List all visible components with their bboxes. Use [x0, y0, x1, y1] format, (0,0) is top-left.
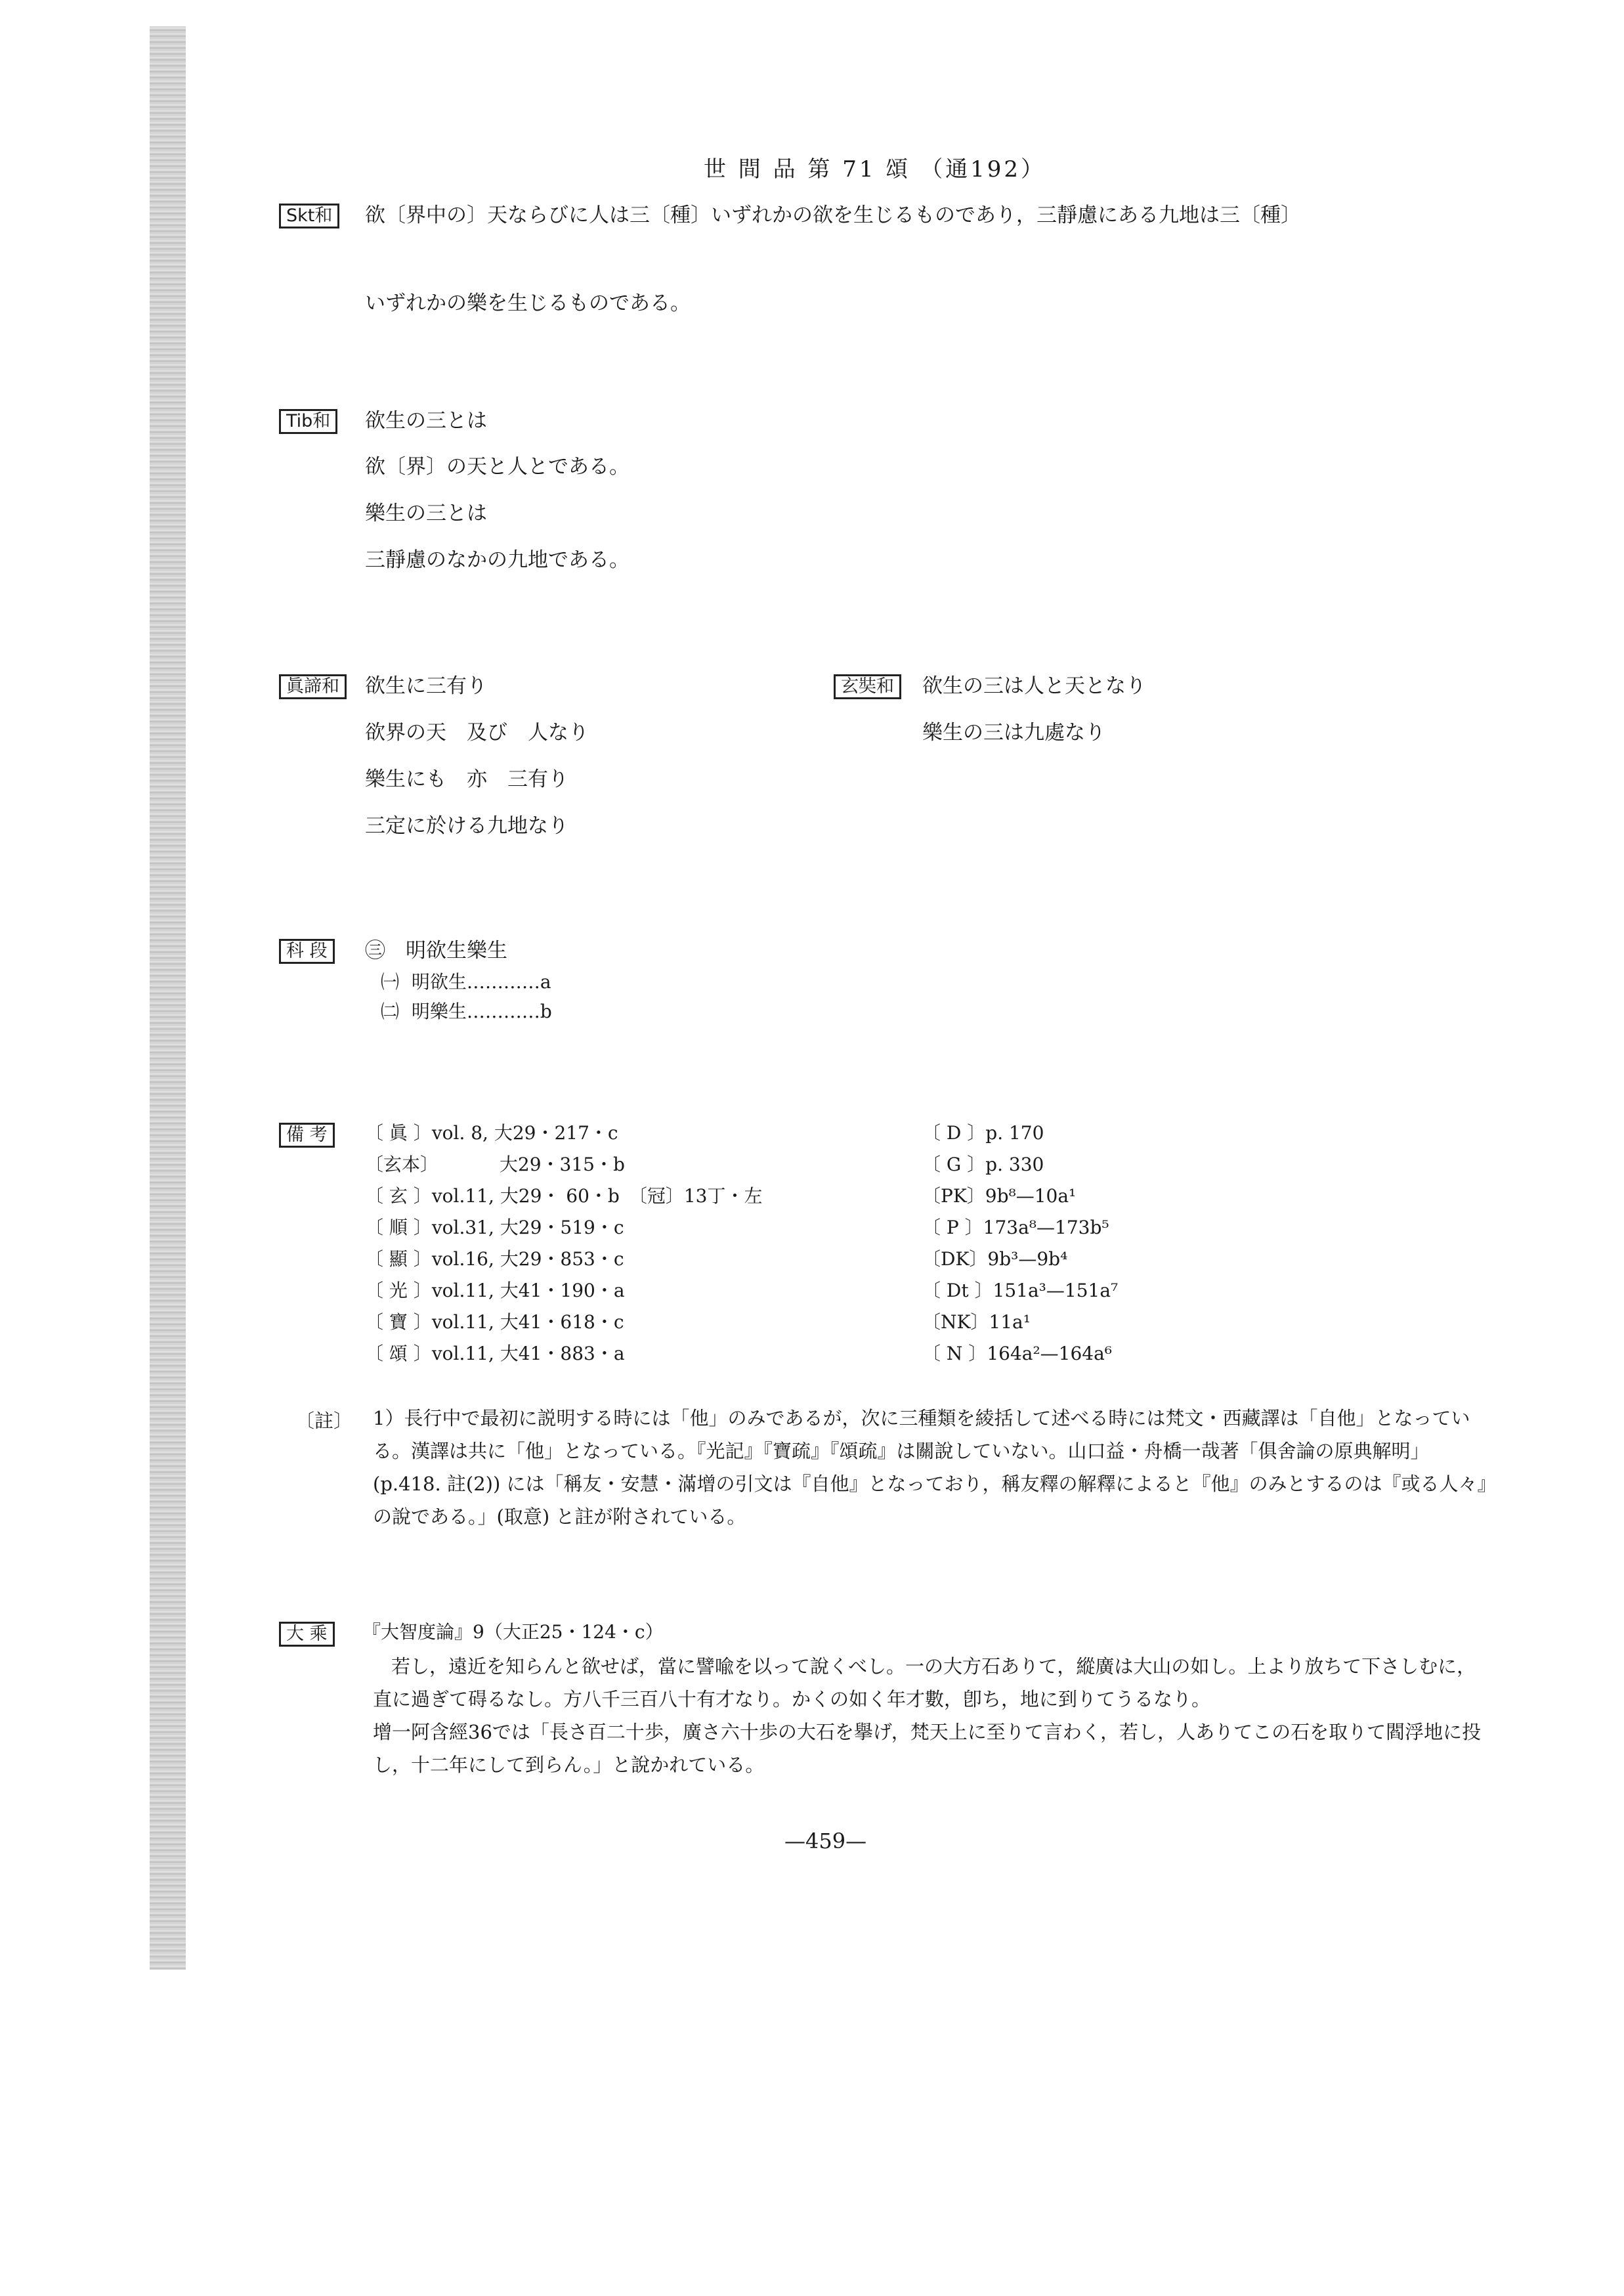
biko-left-key: 〔玄本〕 — [365, 1154, 439, 1175]
biko-right-value: 151a³—151a⁷ — [993, 1280, 1119, 1301]
page-header: 世 間 品 第 71 頌 （通192） — [704, 156, 1046, 183]
tib-line-1: 欲生の三とは — [365, 409, 487, 433]
biko-right-value: p. 330 — [985, 1154, 1044, 1175]
biko-right-value: 11a¹ — [989, 1311, 1031, 1333]
shintai-line-3: 樂生にも 亦 三有り — [365, 768, 568, 791]
biko-right-key: 〔NK〕 — [922, 1311, 989, 1333]
kadan-main: ㊂ 明欲生樂生 — [365, 939, 507, 963]
shintai-line-2: 欲界の天 及び 人なり — [365, 721, 589, 745]
kadan-item-2 — [381, 1000, 552, 1024]
biko-right-value: 9b³—9b⁴ — [987, 1248, 1068, 1270]
biko-right-row — [922, 1247, 1067, 1271]
biko-left-row — [365, 1342, 625, 1366]
biko-left-key: 〔 顯 〕 — [365, 1248, 432, 1270]
genjo-line-2: 樂生の三は九處なり — [922, 721, 1105, 745]
biko-right-key: 〔 Dt 〕 — [922, 1280, 993, 1301]
biko-right-key: 〔 N 〕 — [922, 1343, 987, 1364]
biko-right-value: 164a²—164a⁶ — [987, 1343, 1113, 1364]
biko-right-value: 173a⁸—173b⁵ — [983, 1217, 1109, 1238]
kadan-item-1-text: 明欲生…………a — [411, 971, 551, 993]
biko-left-value: vol.11, 大41・618・c — [431, 1311, 624, 1333]
tib-label: Tib和 — [279, 409, 337, 434]
biko-left-value: vol.11, 大29・ 60・b 〔冠〕13丁・左 — [431, 1185, 763, 1207]
biko-left-value: vol.16, 大29・853・c — [431, 1248, 624, 1270]
kadan-label: 科 段 — [279, 939, 335, 964]
biko-left-row — [365, 1216, 624, 1240]
biko-left-key: 〔 寶 〕 — [365, 1311, 432, 1333]
biko-right-key: 〔 P 〕 — [922, 1217, 983, 1238]
shintai-line-4: 三定に於ける九地なり — [365, 814, 568, 838]
biko-left-key: 〔 眞 〕 — [365, 1122, 432, 1144]
biko-left-row — [365, 1184, 763, 1208]
biko-left-key: 〔 頌 〕 — [365, 1343, 432, 1364]
biko-left-value: 大29・315・b — [438, 1154, 625, 1175]
biko-right-row — [922, 1216, 1109, 1240]
biko-right-value: p. 170 — [985, 1122, 1044, 1144]
biko-left-value: vol.11, 大41・190・a — [431, 1280, 625, 1301]
biko-right-row — [922, 1121, 1044, 1145]
biko-left-row — [365, 1153, 625, 1177]
genjo-line-1: 欲生の三は人と天となり — [922, 674, 1146, 698]
biko-left-key: 〔 玄 〕 — [365, 1185, 432, 1207]
biko-left-value: vol.11, 大41・883・a — [431, 1343, 625, 1364]
kadan-item-2-text: 明樂生…………b — [411, 1001, 552, 1022]
kadan-item-1-mark: ㈠ — [381, 971, 400, 993]
tib-line-4: 三靜慮のなかの九地である。 — [365, 548, 630, 572]
biko-left-row — [365, 1247, 624, 1271]
daijo-label: 大 乘 — [279, 1622, 335, 1647]
biko-right-row — [922, 1153, 1044, 1177]
biko-right-key: 〔 G 〕 — [922, 1154, 986, 1175]
biko-left-key: 〔 光 〕 — [365, 1280, 432, 1301]
biko-right-key: 〔DK〕 — [922, 1248, 988, 1270]
biko-right-row — [922, 1184, 1076, 1208]
biko-left-row — [365, 1279, 625, 1303]
kadan-item-2-mark: ㈡ — [381, 1001, 400, 1022]
chu-text: 1）長行中で最初に説明する時には「他」のみであるが，次に三種類を綾括して述べる時には梵文・西藏譯は「自他」となっている。漢譯は共に「他」となっている。『光記』『寶疏』『頌疏』は關說していない。山口益・舟橋一哉著「俱舍論の原典解明」(p.418. 註(2)) には「稱友・安慧・滿增の引文は『自他』となっており，稱友釋の解釋によると『他』のみとするのは『或る人々』の說である。」(取意) と註が附されている。 — [373, 1407, 1487, 1528]
daijo-para-2: 增一阿含經36では「長さ百二十歩，廣さ六十歩の大石を擧げ，梵天上に至りて言わく，若し，人ありてこの石を取りて閻浮地に投し，十二年にして到らん。」と說かれている。 — [373, 1721, 1482, 1776]
biko-left-value: vol.31, 大29・519・c — [431, 1217, 624, 1238]
biko-right-value: 9b⁸—10a¹ — [985, 1185, 1077, 1207]
skt-line-1: 欲〔界中の〕天ならびに人は三〔種〕いずれかの欲を生じるものであり，三靜慮にある九地は三〔種〕 — [365, 204, 1301, 227]
skt-label: Skt和 — [279, 204, 339, 228]
biko-label: 備 考 — [279, 1123, 335, 1148]
shintai-label: 眞諦和 — [279, 674, 347, 699]
genjo-label: 玄奘和 — [834, 674, 901, 699]
biko-right-row — [922, 1342, 1112, 1366]
skt-line-2: いずれかの樂を生じるものである。 — [365, 292, 691, 315]
daijo-para-1: 若し，遠近を知らんと欲せば，當に譬喩を以って說くべし。一の大方石ありて，縱廣は大山の如し。上より放ちて下さしむに，直に過ぎて碍るなし。方八千三百八十有才なり。かくの如く年才數，卽ち，地に到りてうるなり。 — [373, 1655, 1476, 1710]
kadan-item-1 — [381, 970, 551, 994]
biko-left-row — [365, 1121, 618, 1145]
biko-left-row — [365, 1310, 624, 1334]
biko-right-row — [922, 1279, 1118, 1303]
biko-left-value: vol. 8, 大29・217・c — [431, 1122, 618, 1144]
biko-left-key: 〔 順 〕 — [365, 1217, 432, 1238]
tib-line-3: 樂生の三とは — [365, 502, 487, 525]
shintai-line-1: 欲生に三有り — [365, 674, 487, 698]
biko-right-key: 〔 D 〕 — [922, 1122, 986, 1144]
biko-right-key: 〔PK〕 — [922, 1185, 985, 1207]
scan-edge-shadow — [150, 26, 186, 1970]
daijo-title: 『大智度論』9（大正25・124・c） — [362, 1621, 664, 1643]
biko-right-row — [922, 1310, 1031, 1334]
tib-line-2: 欲〔界〕の天と人とである。 — [365, 455, 630, 479]
page-number: —459— — [784, 1829, 867, 1853]
chu-label: 〔註〕 — [295, 1410, 353, 1432]
